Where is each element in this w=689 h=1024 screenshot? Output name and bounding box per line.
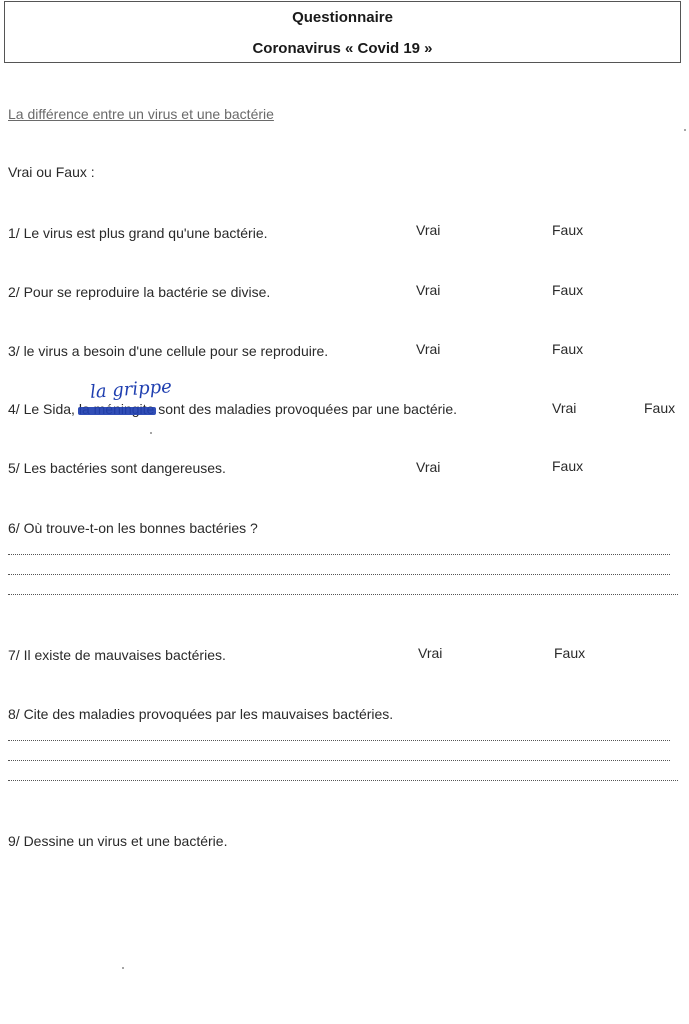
instruction-text: Vrai ou Faux : [8, 164, 95, 180]
answer-line[interactable] [8, 738, 670, 741]
page-subtitle: Coronavirus « Covid 19 » [252, 40, 433, 57]
question-4-prefix: 4/ Le Sida, [8, 401, 75, 417]
section-title: La différence entre un virus et une bactérie [8, 106, 274, 122]
struck-text [79, 401, 155, 417]
question-7: 7/ Il existe de mauvaises bactéries. [8, 647, 226, 663]
q7-vrai-option[interactable]: Vrai [418, 645, 443, 661]
scan-speck [684, 129, 686, 131]
header-box [4, 1, 681, 63]
answer-line[interactable] [8, 778, 678, 781]
question-1: 1/ Le virus est plus grand qu'une bactérie. [8, 225, 268, 241]
q2-faux-option[interactable]: Faux [552, 282, 584, 298]
q3-vrai-option[interactable]: Vrai [416, 341, 441, 357]
question-2: 2/ Pour se reproduire la bactérie se divise. [8, 284, 271, 300]
answer-line[interactable] [8, 572, 670, 575]
page-title: Questionnaire [292, 9, 393, 26]
question-9: 9/ Dessine un virus et une bactérie. [8, 833, 228, 849]
question-4-suffix: sont des maladies provoquées par une bactérie. [158, 401, 458, 417]
question-5: 5/ Les bactéries sont dangereuses. [8, 460, 226, 476]
q4-vrai-option[interactable]: Vrai [552, 400, 577, 416]
q2-vrai-option[interactable]: Vrai [416, 282, 441, 298]
question-4 [8, 401, 457, 417]
handwritten-correction: la grippe [89, 376, 173, 403]
answer-line[interactable] [8, 552, 670, 555]
answer-line[interactable] [8, 758, 670, 761]
scan-speck [122, 967, 124, 969]
question-8: 8/ Cite des maladies provoquées par les mauvaises bactéries. [8, 706, 394, 722]
question-6: 6/ Où trouve-t-on les bonnes bactéries ? [8, 520, 258, 536]
answer-line[interactable] [8, 592, 678, 595]
question-3: 3/ le virus a besoin d'une cellule pour se reproduire. [8, 343, 329, 359]
q1-vrai-option[interactable]: Vrai [416, 222, 441, 238]
scan-speck [150, 432, 152, 434]
q3-faux-option[interactable]: Faux [552, 341, 584, 357]
q1-faux-option[interactable]: Faux [552, 222, 584, 238]
ink-strike [78, 407, 157, 415]
q5-faux-option[interactable]: Faux [552, 458, 584, 474]
q5-vrai-option[interactable]: Vrai [416, 459, 441, 475]
q7-faux-option[interactable]: Faux [554, 645, 586, 661]
q4-faux-option[interactable]: Faux [644, 400, 676, 416]
